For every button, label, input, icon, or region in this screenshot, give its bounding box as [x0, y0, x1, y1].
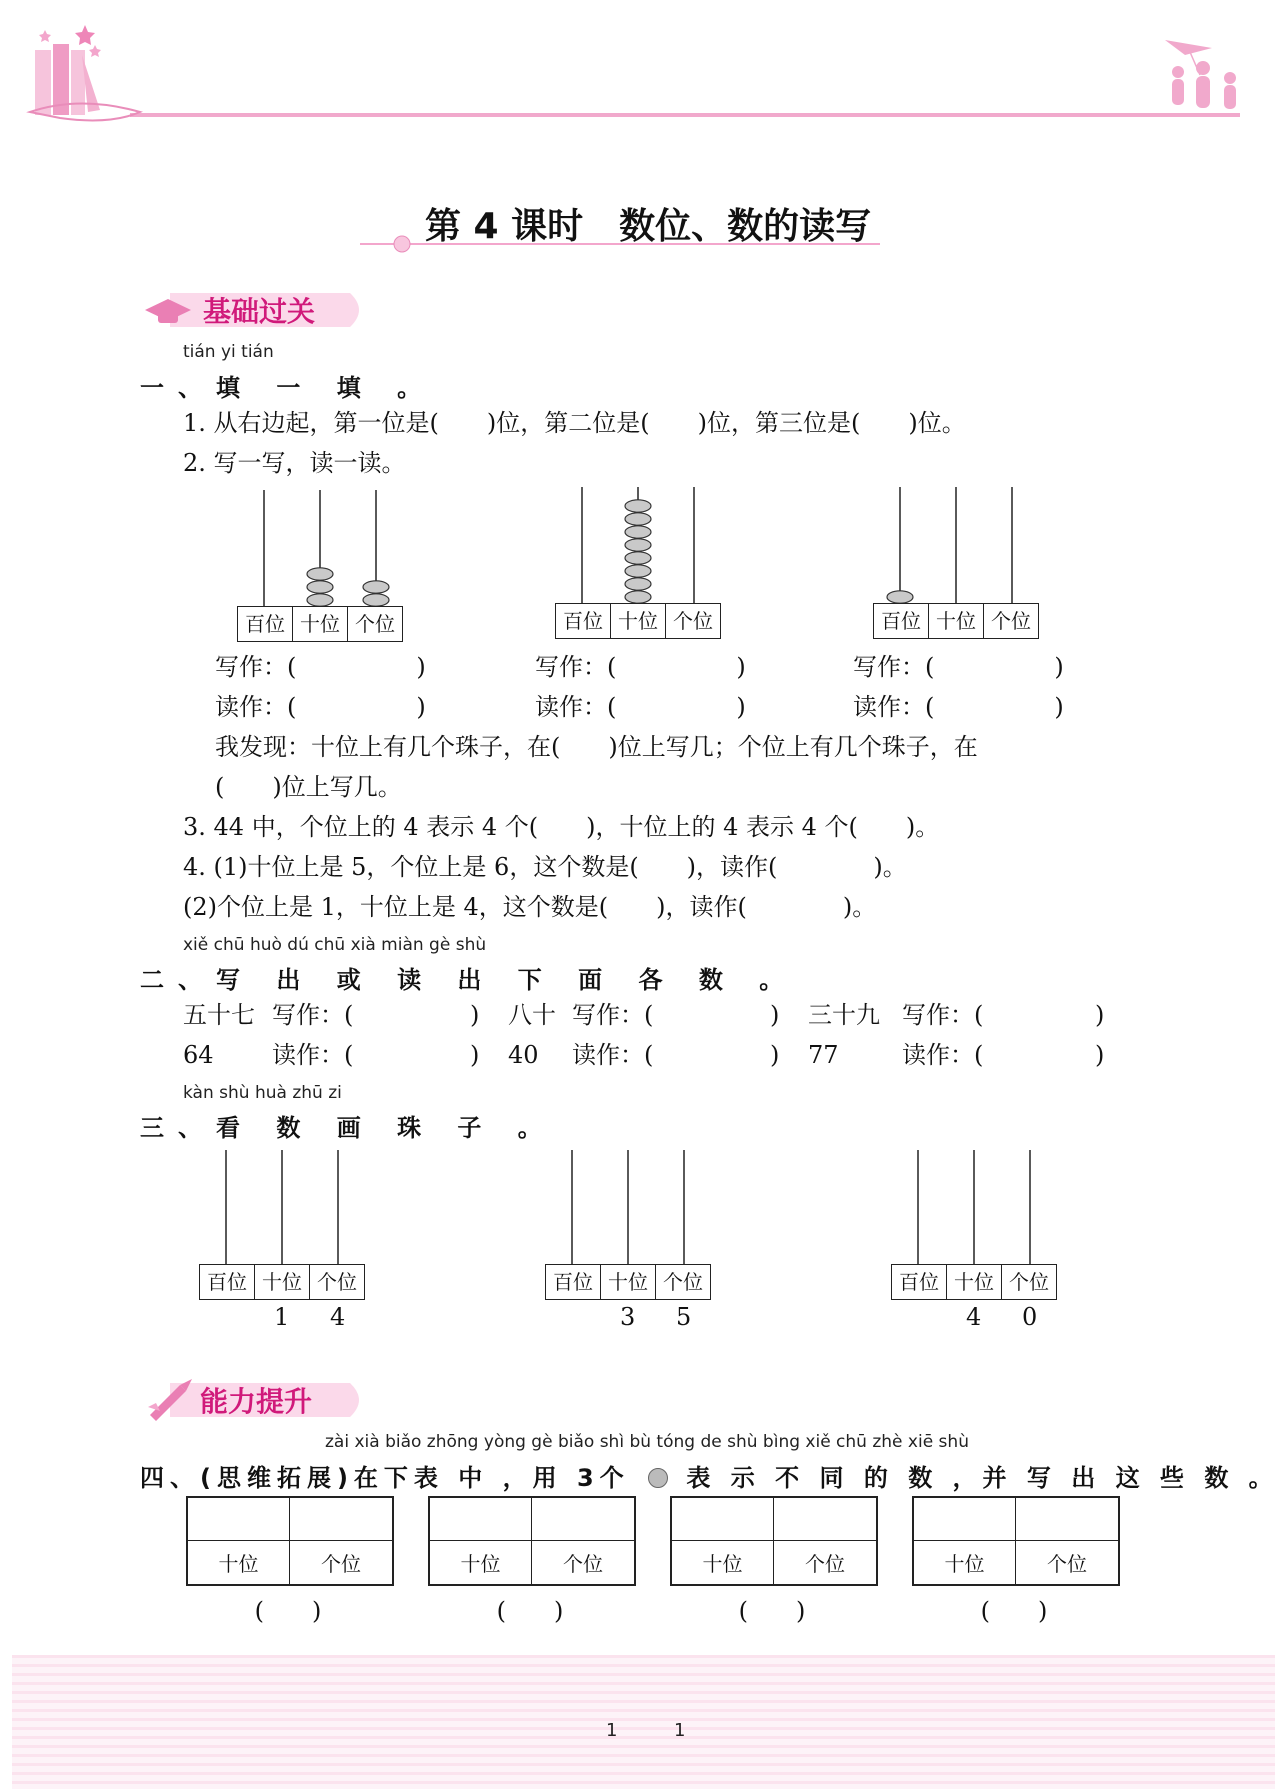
label-ones: 个位	[317, 1270, 357, 1294]
place-value-labels	[555, 603, 721, 639]
place-value-labels	[873, 603, 1039, 639]
abacus	[873, 487, 1041, 637]
page-number-right: 1	[674, 1720, 686, 1741]
q2-close: )	[470, 1041, 480, 1069]
label-tens: 十位	[947, 1265, 1002, 1299]
abacus-empty	[199, 1150, 367, 1330]
q2-num: 五十七	[183, 1001, 255, 1029]
header-ornament	[0, 0, 1287, 140]
label-tens: 十位	[293, 607, 348, 641]
header-decoration	[0, 0, 1287, 140]
ones-digit: 5	[676, 1303, 692, 1331]
q1-heading: 一、填 一 填 。	[140, 374, 436, 402]
place-value-labels	[199, 1264, 365, 1300]
label-ones: 个位	[1009, 1270, 1049, 1294]
discover-line-1: 我发现：十位上有几个珠子，在( )位上写几；个位上有几个珠子，在	[215, 733, 978, 761]
table-answer: ( )	[738, 1597, 806, 1625]
section-badge-basic	[140, 285, 370, 335]
q2-close: )	[770, 1041, 780, 1069]
page-number-left: 1	[606, 1720, 618, 1741]
label-hundreds: 百位	[892, 1265, 947, 1299]
footer-band	[12, 1655, 1275, 1789]
table-cell	[914, 1498, 1016, 1541]
abacus-bead	[363, 594, 389, 606]
tens-digit: 4	[966, 1303, 982, 1331]
abacus-bead	[887, 591, 913, 603]
abacus-bead	[307, 581, 333, 593]
q2-pinyin: xiě chū huò dú chū xià miàn gè shù	[183, 935, 487, 955]
tens-label: 十位	[914, 1541, 1016, 1584]
table-cell	[774, 1498, 876, 1541]
q2-num: 八十	[508, 1001, 556, 1029]
table-cell	[1016, 1498, 1118, 1541]
q4-heading	[140, 1458, 1279, 1493]
place-table	[186, 1496, 394, 1626]
read-answer-1: 读作：( )	[215, 693, 426, 721]
abacus-bead	[625, 552, 651, 564]
abacus-bead	[625, 591, 651, 603]
graduation-cap-icon	[140, 285, 192, 333]
section-title-basic: 基础过关	[203, 295, 316, 328]
q2-label: 读作：(	[902, 1041, 984, 1069]
q2-heading: 二、写 出 或 读 出 下 面 各 数 。	[140, 966, 798, 994]
abacus-rods	[545, 1150, 713, 1266]
page-title: 第 4 课时 数位、数的读写	[425, 206, 872, 247]
table-cell	[672, 1498, 774, 1541]
place-table	[428, 1496, 636, 1626]
q2-num: 40	[508, 1041, 539, 1069]
q2-label: 写作：(	[572, 1001, 654, 1029]
read-answer-2: 读作：( )	[535, 693, 746, 721]
bead-circle-icon	[648, 1468, 668, 1488]
place-value-labels	[237, 606, 403, 642]
discover-line-2: ( )位上写几。	[215, 773, 402, 801]
label-ones: 个位	[673, 609, 713, 633]
label-ones: 个位	[663, 1270, 703, 1294]
q1-item3: 3. 44 中，个位上的 4 表示 4 个( )，十位上的 4 表示 4 个( )。	[183, 813, 940, 841]
q3-pinyin: kàn shù huà zhū zi	[183, 1083, 342, 1103]
place-value-labels	[891, 1264, 1057, 1300]
label-tens: 十位	[601, 1265, 656, 1299]
q2-close: )	[1095, 1041, 1105, 1069]
label-tens: 十位	[929, 604, 984, 638]
label-hundreds: 百位	[200, 1265, 255, 1299]
tens-label: 十位	[430, 1541, 532, 1584]
table-answer: ( )	[980, 1597, 1048, 1625]
q1-item1: 1. 从右边起，第一位是( )位，第二位是( )位，第三位是( )位。	[183, 409, 966, 437]
abacus-bead	[625, 513, 651, 525]
table-cell	[188, 1498, 290, 1541]
tens-label: 十位	[672, 1541, 774, 1584]
q2-label: 写作：(	[902, 1001, 984, 1029]
tens-digit: 1	[274, 1303, 290, 1331]
place-value-labels	[545, 1264, 711, 1300]
ones-digit: 4	[330, 1303, 346, 1331]
write-answer-1: 写作：( )	[215, 653, 426, 681]
q2-label: 写作：(	[272, 1001, 354, 1029]
q2-close: )	[1095, 1001, 1105, 1029]
q2-label: 读作：(	[272, 1041, 354, 1069]
rocket-icon	[140, 1375, 192, 1423]
abacus-bead	[363, 581, 389, 593]
label-hundreds: 百位	[546, 1265, 601, 1299]
tens-label: 十位	[188, 1541, 290, 1584]
q1-item2: 2. 写一写，读一读。	[183, 449, 406, 477]
abacus	[237, 490, 405, 640]
table-cell	[290, 1498, 392, 1541]
q2-num: 64	[183, 1041, 214, 1069]
q4-pinyin: zài xià biǎo zhōng yòng gè biǎo shì bù tóng de shù bìng xiě chū zhè xiē shù	[325, 1432, 969, 1452]
label-ones: 个位	[991, 609, 1031, 633]
label-hundreds: 百位	[874, 604, 929, 638]
label-hundreds: 百位	[238, 607, 293, 641]
table-answer: ( )	[496, 1597, 564, 1625]
abacus-bead	[625, 565, 651, 577]
place-table	[670, 1496, 878, 1626]
abacus-empty	[545, 1150, 713, 1330]
ones-label: 个位	[563, 1552, 603, 1576]
q2-close: )	[470, 1001, 480, 1029]
abacus-rods	[891, 1150, 1059, 1266]
label-tens: 十位	[611, 604, 666, 638]
q1-pinyin: tián yi tián	[183, 342, 274, 362]
q1-item4a: 4. (1)十位上是 5，个位上是 6，这个数是( )，读作( )。	[183, 853, 907, 881]
abacus	[555, 487, 723, 637]
table-cell	[532, 1498, 634, 1541]
q2-label: 读作：(	[572, 1041, 654, 1069]
q3-heading: 三、看 数 画 珠 子 。	[140, 1114, 556, 1142]
title-underline	[360, 232, 880, 262]
read-answer-3: 读作：( )	[853, 693, 1064, 721]
label-tens: 十位	[255, 1265, 310, 1299]
abacus-rods	[199, 1150, 367, 1266]
table-cell	[430, 1498, 532, 1541]
abacus-empty	[891, 1150, 1059, 1330]
tens-digit: 3	[620, 1303, 636, 1331]
ones-label: 个位	[321, 1552, 361, 1576]
q1-item4b: (2)个位上是 1，十位上是 4，这个数是( )，读作( )。	[183, 893, 877, 921]
section-badge-advanced	[140, 1375, 370, 1425]
abacus-bead	[307, 568, 333, 580]
place-table	[912, 1496, 1120, 1626]
abacus-bead	[625, 578, 651, 590]
abacus-bead	[625, 500, 651, 512]
q4-heading-part2: 表 示 不 同 的 数 ，并 写 出 这 些 数 。	[686, 1464, 1279, 1492]
ones-label: 个位	[1047, 1552, 1087, 1576]
abacus-bead	[625, 539, 651, 551]
table-answer: ( )	[254, 1597, 322, 1625]
q2-num: 三十九	[808, 1001, 880, 1029]
ones-digit: 0	[1022, 1303, 1038, 1331]
section-title-advanced: 能力提升	[200, 1385, 313, 1418]
ones-label: 个位	[805, 1552, 845, 1576]
label-hundreds: 百位	[556, 604, 611, 638]
label-ones: 个位	[355, 612, 395, 636]
abacus-bead	[307, 594, 333, 606]
q2-close: )	[770, 1001, 780, 1029]
q4-heading-part1: 四、(思维拓展)在下表 中 ，用 3个	[140, 1464, 630, 1492]
abacus-bead	[625, 526, 651, 538]
q2-num: 77	[808, 1041, 839, 1069]
write-answer-3: 写作：( )	[853, 653, 1064, 681]
write-answer-2: 写作：( )	[535, 653, 746, 681]
